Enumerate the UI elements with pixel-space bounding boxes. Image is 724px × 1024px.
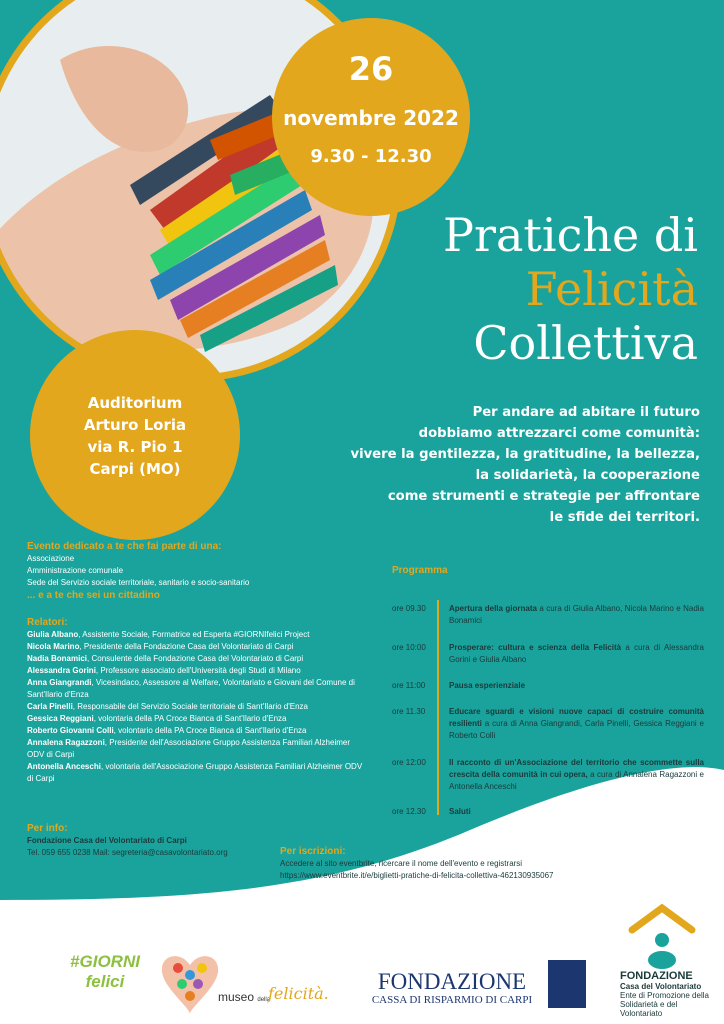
fcv-line2: Casa del Volontariato [620, 982, 702, 991]
relatore-name: Alessandra Gorini [27, 666, 96, 675]
program-heading: Il racconto di un'Associazione del territorio che scommette sulla crescita della comunità in cui opera, [449, 758, 704, 779]
relatore-desc: , volontario della PA Croce Bianca di Sant'Ilario d'Enza [113, 726, 307, 735]
relatore [27, 701, 367, 713]
event-month: novembre 2022 [283, 106, 459, 130]
program-detail: a cura di Annalena Ragazzoni e Antonella Anceschi [449, 770, 704, 791]
intro-line: le sfide dei territori. [549, 510, 700, 525]
relatore [27, 641, 367, 653]
program-heading: Apertura della giornata [449, 604, 537, 613]
relatore-name: Carla Pinelli [27, 702, 73, 711]
program-time: ore 12.30 [392, 807, 426, 816]
casa-volontariato-text [620, 970, 720, 1018]
program-detail: a cura di Anna Giangrandi, Carla Pinelli, Gessica Reggiani e Roberto Colli [449, 719, 704, 740]
venue-line4: Carpi (MO) [89, 460, 181, 478]
venue-line1: Auditorium [87, 394, 183, 412]
program-desc [449, 706, 704, 742]
audience-item: Associazione [27, 554, 75, 563]
relatore-name: Gessica Reggiani [27, 714, 94, 723]
program-detail: a cura di Alessandra Gorini e Giulia Albano [449, 643, 704, 664]
registration-text: Accedere al sito eventbrite, ricercare il nome dell'evento e registrarsi [280, 859, 523, 868]
info-title: Per info: [27, 823, 68, 834]
venue-badge [30, 330, 240, 540]
relatore-desc: , Consulente della Fondazione Casa del Volontariato di Carpi [87, 654, 304, 663]
program-desc [449, 806, 704, 818]
program-desc [449, 680, 704, 692]
title-line1: Pratiche di [443, 208, 698, 262]
info-contact[interactable]: Tel. 059 655 0238 Mail: segreteria@casavolontariato.org [27, 848, 228, 857]
casa-volontariato-logo [622, 900, 702, 970]
program-timeline [437, 600, 439, 815]
audience-item: Amministrazione comunale [27, 566, 124, 575]
intro-line: come strumenti e strategie per affrontare [387, 489, 700, 504]
intro-line: Per andare ad abitare il futuro [472, 405, 700, 420]
relatore [27, 725, 367, 737]
sponsor-logos [0, 940, 724, 1024]
registration-link[interactable]: https://www.eventbrite.it/e/biglietti-pratiche-di-felicita-collettiva-462130935067 [280, 871, 554, 880]
crest-icon [548, 960, 586, 1008]
program-time: ore 11.30 [392, 707, 426, 716]
relatore [27, 737, 367, 761]
relatore [27, 629, 367, 641]
program-heading: Prosperare: cultura e scienza della Felicità [449, 643, 622, 652]
program-desc [449, 757, 704, 793]
venue-line2: Arturo Loria [83, 416, 187, 434]
audience-item: Sede del Servizio sociale territoriale, sanitario e socio-sanitario [27, 578, 250, 587]
program-heading: Pausa esperienziale [449, 681, 526, 690]
giorni-felici-logo: #GIORNI felici [70, 952, 140, 991]
relatori-title: Relatori: [27, 617, 68, 628]
program-detail: a cura di Giulia Albano, Nicola Marino e Nadia Bonamici [449, 604, 705, 625]
relatore-name: Antonella Anceschi [27, 762, 101, 771]
intro-text [280, 402, 700, 528]
program-title: Programma [392, 565, 448, 576]
relatore [27, 653, 367, 665]
intro-line: vivere la gentilezza, la gratitudine, la bellezza, [350, 447, 700, 462]
relatore-name: Nadia Bonamici [27, 654, 88, 663]
museo-text: museo della [218, 990, 271, 1004]
fcv-line3: Ente di Promozione della Solidarietà e del Volontariato [620, 991, 709, 1018]
title-line2: Felicità [525, 262, 698, 316]
left-column [27, 540, 367, 785]
title-line3: Collettiva [473, 316, 698, 370]
registration-title: Per iscrizioni: [280, 846, 346, 857]
program-time: ore 11:00 [392, 681, 426, 690]
relatore-desc: , volontaria dell'Associazione Gruppo Assistenza Familiari Alzheimer ODV di Carpi [27, 762, 363, 783]
relatore-desc: , Professore associato dell'Università degli Studi di Milano [95, 666, 301, 675]
program-desc [449, 642, 704, 666]
intro-line: dobbiamo attrezzarci come comunità: [418, 426, 700, 441]
relatore [27, 761, 367, 785]
info-block [27, 822, 228, 859]
date-badge [272, 18, 470, 216]
venue-line3: via R. Pio 1 [87, 438, 183, 456]
relatore-name: Nicola Marino [27, 642, 80, 651]
audience-title: Evento dedicato a te che fai parte di una: [27, 541, 222, 552]
relatore-desc: , volontaria della PA Croce Bianca di Sant'Ilario d'Enza [93, 714, 287, 723]
relatore-name: Giulia Albano [27, 630, 79, 639]
relatore-desc: , Responsabile del Servizio Sociale territoriale di Sant'Ilario d'Enza [72, 702, 308, 711]
registration-block [280, 845, 580, 882]
fcr-line1: FONDAZIONE [377, 969, 527, 994]
program-time: ore 12:00 [392, 758, 426, 767]
info-org: Fondazione Casa del Volontariato di Carpi [27, 836, 187, 845]
museo-felicita-text: felicità. [268, 984, 329, 1003]
program-time: ore 10:00 [392, 643, 426, 652]
relatore-desc: , Vicesindaco, Assessore al Welfare, Volontariato e Giovani del Comune di Sant'Ilario d'Enza [27, 678, 355, 699]
relatore [27, 665, 367, 677]
relatore-name: Roberto Giovanni Colli [27, 726, 114, 735]
relatore-desc: , Presidente della Fondazione Casa del Volontariato di Carpi [79, 642, 294, 651]
event-title [443, 208, 698, 370]
program-time: ore 09.30 [392, 604, 426, 613]
fcr-line2: CASSA DI RISPARMIO DI CARPI [371, 994, 533, 1006]
relatori-list [27, 629, 367, 785]
relatore-name: Anna Giangrandi [27, 678, 92, 687]
relatore-name: Annalena Ragazzoni [27, 738, 105, 747]
relatore-desc: , Presidente dell'Associazione Gruppo Assistenza Familiari Alzheimer ODV di Carpi [27, 738, 350, 759]
program-desc [449, 603, 704, 627]
audience-footer: ... e a te che sei un cittadino [27, 590, 160, 601]
program-heading: Educare sguardi e visioni nuove capaci di costruire comunità resilienti [449, 707, 704, 728]
fondazione-cr-carpi-logo [362, 970, 542, 1006]
relatore [27, 713, 367, 725]
event-time: 9.30 - 12.30 [310, 146, 432, 167]
intro-line: la solidarietà, la cooperazione [475, 468, 700, 483]
relatore-desc: , Assistente Sociale, Formatrice ed Esperta #GIORNIfelici Project [78, 630, 310, 639]
relatore [27, 677, 367, 701]
fcv-line1: FONDAZIONE [620, 970, 693, 982]
program-heading: Saluti [449, 807, 471, 816]
event-day: 26 [348, 50, 394, 88]
